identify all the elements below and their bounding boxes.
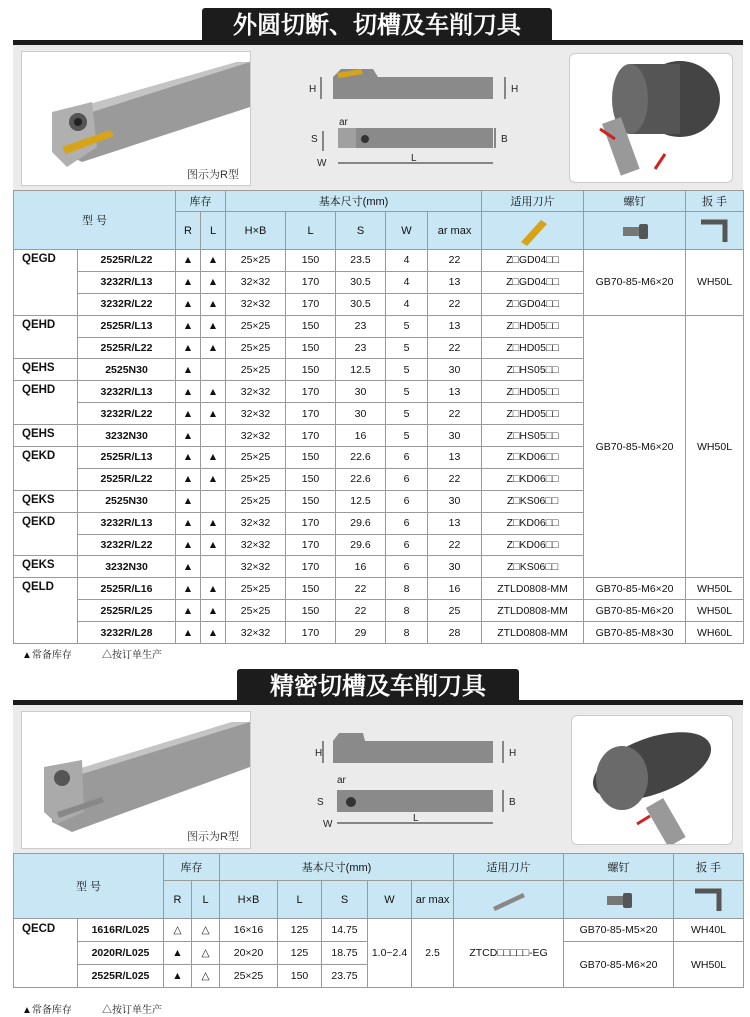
insert-code: Z□GD04□□ bbox=[482, 271, 584, 293]
dim-s-value: 16 bbox=[336, 425, 386, 447]
model-series: QEHS bbox=[14, 359, 78, 381]
dim-s-value: 29 bbox=[336, 622, 386, 644]
table-row bbox=[14, 622, 744, 644]
dim2-s: S bbox=[317, 797, 324, 808]
stock-l bbox=[201, 490, 226, 512]
dim-s-value: 12.5 bbox=[336, 490, 386, 512]
dim-w-value: 8 bbox=[386, 600, 428, 622]
stock-r: ▲ bbox=[164, 965, 192, 988]
dim2-w: W bbox=[323, 819, 333, 830]
insert-code: Z□GD04□□ bbox=[482, 250, 584, 272]
length: 150 bbox=[286, 468, 336, 490]
header2-model: 型 号 bbox=[14, 854, 164, 919]
tool-photo-2 bbox=[21, 711, 251, 849]
armax-value: 22 bbox=[428, 534, 482, 556]
dim-w-value: 8 bbox=[386, 622, 428, 644]
machining-photo-2 bbox=[571, 715, 733, 845]
section2-diagram-area bbox=[13, 705, 743, 853]
wrench-thumbnail-2 bbox=[674, 881, 744, 919]
header2-wrench: 扳 手 bbox=[674, 854, 744, 881]
screw-icon-2 bbox=[599, 885, 639, 915]
header-armax: ar max bbox=[428, 212, 482, 250]
dim-w-value: 4 bbox=[386, 250, 428, 272]
model-series: QEHS bbox=[14, 425, 78, 447]
insert-thumbnail-2 bbox=[454, 881, 564, 919]
size-hxb: 32×32 bbox=[226, 622, 286, 644]
dimension-drawing bbox=[283, 51, 543, 186]
length: 170 bbox=[286, 622, 336, 644]
stock-l: △ bbox=[192, 942, 220, 965]
dim-h-right: H bbox=[511, 84, 519, 95]
armax-value: 16 bbox=[428, 578, 482, 600]
dim-s-value: 23.5 bbox=[336, 250, 386, 272]
length: 150 bbox=[286, 490, 336, 512]
model-code: 3232R/L22 bbox=[78, 293, 176, 315]
size-hxb: 20×20 bbox=[220, 942, 278, 965]
section2-note-stock: ▲常备库存 bbox=[22, 1005, 72, 1016]
stock-r: ▲ bbox=[176, 622, 201, 644]
screw-spec: GB70-85-M6×20 bbox=[584, 578, 686, 600]
dim-s-value: 23 bbox=[336, 315, 386, 337]
dim-w-value: 6 bbox=[386, 534, 428, 556]
header2-length: L bbox=[278, 881, 322, 919]
armax-value: 30 bbox=[428, 490, 482, 512]
dim-ar: ar bbox=[339, 117, 348, 128]
length: 150 bbox=[286, 250, 336, 272]
model-code: 2525R/L25 bbox=[78, 600, 176, 622]
size-hxb: 25×25 bbox=[226, 447, 286, 469]
stock-l: ▲ bbox=[201, 403, 226, 425]
stock-r: ▲ bbox=[176, 250, 201, 272]
stock-l: ▲ bbox=[201, 534, 226, 556]
armax-value: 2.5 bbox=[412, 919, 454, 988]
dim-s-value: 18.75 bbox=[322, 942, 368, 965]
model-code: 3232R/L28 bbox=[78, 622, 176, 644]
stock-l: ▲ bbox=[201, 468, 226, 490]
stock-r: ▲ bbox=[176, 468, 201, 490]
header-basic-dimensions: 基本尺寸(mm) bbox=[226, 191, 482, 212]
length: 170 bbox=[286, 556, 336, 578]
dim-s-value: 29.6 bbox=[336, 512, 386, 534]
dim-s-value: 30.5 bbox=[336, 293, 386, 315]
header2-armax: ar max bbox=[412, 881, 454, 919]
table-row bbox=[14, 578, 744, 600]
header-stock: 库存 bbox=[176, 191, 226, 212]
size-hxb: 32×32 bbox=[226, 403, 286, 425]
stock-l: ▲ bbox=[201, 250, 226, 272]
dim2-l: L bbox=[413, 813, 419, 824]
dimension-drawing-2 bbox=[303, 715, 543, 845]
length: 170 bbox=[286, 381, 336, 403]
machining-graphic bbox=[570, 54, 732, 182]
tool-photo bbox=[21, 51, 251, 186]
length: 170 bbox=[286, 512, 336, 534]
size-hxb: 25×25 bbox=[226, 315, 286, 337]
stock-l: ▲ bbox=[201, 337, 226, 359]
dim2-h-left: H bbox=[315, 748, 323, 759]
screw-spec: GB70-85-M6×20 bbox=[584, 250, 686, 316]
stock-r: ▲ bbox=[176, 381, 201, 403]
header2-s: S bbox=[322, 881, 368, 919]
wrench-spec: WH50L bbox=[686, 315, 744, 578]
dim-s-value: 16 bbox=[336, 556, 386, 578]
header2-hxb: H×B bbox=[220, 881, 278, 919]
dim-w-value: 5 bbox=[386, 359, 428, 381]
insert-code: Z□HS05□□ bbox=[482, 359, 584, 381]
model-series: QECD bbox=[14, 919, 78, 988]
model-series: QEHD bbox=[14, 315, 78, 359]
armax-value: 30 bbox=[428, 359, 482, 381]
header-model: 型 号 bbox=[14, 191, 176, 250]
model-code: 2525N30 bbox=[78, 490, 176, 512]
length: 150 bbox=[286, 337, 336, 359]
armax-value: 13 bbox=[428, 271, 482, 293]
header2-l: L bbox=[192, 881, 220, 919]
insert-code: Z□GD04□□ bbox=[482, 293, 584, 315]
wrench-icon bbox=[695, 216, 735, 246]
insert-code: Z□KS06□□ bbox=[482, 556, 584, 578]
screw-thumbnail bbox=[584, 212, 686, 250]
size-hxb: 25×25 bbox=[226, 490, 286, 512]
dim-s: S bbox=[311, 134, 318, 145]
dim-w-value: 6 bbox=[386, 490, 428, 512]
length: 150 bbox=[278, 965, 322, 988]
size-hxb: 25×25 bbox=[226, 250, 286, 272]
length: 150 bbox=[286, 578, 336, 600]
insert-code: Z□HD05□□ bbox=[482, 381, 584, 403]
size-hxb: 32×32 bbox=[226, 512, 286, 534]
stock-l: ▲ bbox=[201, 512, 226, 534]
section2-note-order: △按订单生产 bbox=[102, 1005, 162, 1016]
stock-l: ▲ bbox=[201, 600, 226, 622]
length: 170 bbox=[286, 271, 336, 293]
size-hxb: 25×25 bbox=[226, 600, 286, 622]
dim-s-value: 14.75 bbox=[322, 919, 368, 942]
dim-w-value: 4 bbox=[386, 271, 428, 293]
dim-w-value: 6 bbox=[386, 512, 428, 534]
stock-r: ▲ bbox=[176, 315, 201, 337]
model-code: 2525R/L22 bbox=[78, 337, 176, 359]
model-code: 3232R/L13 bbox=[78, 381, 176, 403]
wrench-spec: WH50L bbox=[686, 250, 744, 316]
model-code: 2525N30 bbox=[78, 359, 176, 381]
armax-value: 13 bbox=[428, 315, 482, 337]
insert-code: Z□HD05□□ bbox=[482, 403, 584, 425]
section1-spec-table bbox=[13, 190, 744, 644]
diagram-caption-2: 图示为R型 bbox=[187, 831, 239, 843]
model-code: 2020R/L025 bbox=[78, 942, 164, 965]
stock-r: ▲ bbox=[176, 271, 201, 293]
section1-title: 外圆切断、切槽及车削刀具 bbox=[202, 8, 552, 42]
wrench-spec: WH40L bbox=[674, 919, 744, 942]
dim-w-value: 6 bbox=[386, 447, 428, 469]
dim-h-left: H bbox=[309, 84, 317, 95]
dim-w-value: 6 bbox=[386, 556, 428, 578]
stock-r: ▲ bbox=[176, 403, 201, 425]
model-code: 2525R/L22 bbox=[78, 250, 176, 272]
screw-spec: GB70-85-M6×20 bbox=[584, 315, 686, 578]
dim-w-value: 5 bbox=[386, 337, 428, 359]
insert-icon-2 bbox=[487, 885, 531, 915]
stock-l: △ bbox=[192, 919, 220, 942]
section2-spec-table bbox=[13, 853, 744, 988]
dim-s-value: 30.5 bbox=[336, 271, 386, 293]
wrench-spec: WH50L bbox=[686, 578, 744, 600]
stock-r: ▲ bbox=[176, 600, 201, 622]
header-wrench: 扳 手 bbox=[686, 191, 744, 212]
dim2-h-right: H bbox=[509, 748, 517, 759]
dim-s-value: 30 bbox=[336, 403, 386, 425]
insert-code: Z□KD06□□ bbox=[482, 468, 584, 490]
section1-diagram-area bbox=[13, 45, 743, 190]
length: 170 bbox=[286, 293, 336, 315]
wrench-thumbnail bbox=[686, 212, 744, 250]
stock-r: ▲ bbox=[176, 337, 201, 359]
size-hxb: 16×16 bbox=[220, 919, 278, 942]
model-series: QEKD bbox=[14, 512, 78, 556]
header-length: L bbox=[286, 212, 336, 250]
screw-spec: GB70-85-M6×20 bbox=[564, 942, 674, 988]
stock-l: ▲ bbox=[201, 447, 226, 469]
stock-l: ▲ bbox=[201, 293, 226, 315]
insert-code: Z□KD06□□ bbox=[482, 447, 584, 469]
dim-w-value: 5 bbox=[386, 315, 428, 337]
size-hxb: 32×32 bbox=[226, 293, 286, 315]
model-series: QELD bbox=[14, 578, 78, 644]
dim-s-value: 22 bbox=[336, 600, 386, 622]
stock-l bbox=[201, 556, 226, 578]
screw-spec: GB70-85-M5×20 bbox=[564, 919, 674, 942]
model-series: QEKD bbox=[14, 447, 78, 491]
diagram-caption: 图示为R型 bbox=[187, 169, 239, 181]
armax-value: 13 bbox=[428, 512, 482, 534]
model-code: 1616R/L025 bbox=[78, 919, 164, 942]
length: 125 bbox=[278, 942, 322, 965]
model-code: 3232R/L22 bbox=[78, 403, 176, 425]
wrench-spec: WH60L bbox=[686, 622, 744, 644]
model-code: 3232R/L22 bbox=[78, 534, 176, 556]
stock-r: ▲ bbox=[176, 293, 201, 315]
stock-r: ▲ bbox=[176, 447, 201, 469]
model-code: 2525R/L025 bbox=[78, 965, 164, 988]
section1-note-stock: ▲常备库存 bbox=[22, 650, 72, 661]
size-hxb: 32×32 bbox=[226, 534, 286, 556]
dim-s-value: 23.75 bbox=[322, 965, 368, 988]
header2-r: R bbox=[164, 881, 192, 919]
size-hxb: 25×25 bbox=[226, 337, 286, 359]
wrench-spec: WH50L bbox=[686, 600, 744, 622]
armax-value: 25 bbox=[428, 600, 482, 622]
model-code: 3232N30 bbox=[78, 425, 176, 447]
length: 170 bbox=[286, 425, 336, 447]
model-code: 3232R/L13 bbox=[78, 271, 176, 293]
length: 125 bbox=[278, 919, 322, 942]
armax-value: 22 bbox=[428, 337, 482, 359]
size-hxb: 32×32 bbox=[226, 271, 286, 293]
dim2-b: B bbox=[509, 797, 516, 808]
header-insert: 适用刀片 bbox=[482, 191, 584, 212]
size-hxb: 25×25 bbox=[220, 965, 278, 988]
dim-l: L bbox=[411, 153, 417, 164]
armax-value: 22 bbox=[428, 293, 482, 315]
insert-code: Z□HS05□□ bbox=[482, 425, 584, 447]
dim-s-value: 12.5 bbox=[336, 359, 386, 381]
header2-w: W bbox=[368, 881, 412, 919]
model-series: QEKS bbox=[14, 490, 78, 512]
length: 150 bbox=[286, 600, 336, 622]
length: 150 bbox=[286, 315, 336, 337]
section1-note-order: △按订单生产 bbox=[102, 650, 162, 661]
insert-code: Z□HD05□□ bbox=[482, 315, 584, 337]
stock-r: ▲ bbox=[164, 942, 192, 965]
header-hxb: H×B bbox=[226, 212, 286, 250]
model-series: QEKS bbox=[14, 556, 78, 578]
stock-l: ▲ bbox=[201, 381, 226, 403]
armax-value: 22 bbox=[428, 403, 482, 425]
length: 170 bbox=[286, 403, 336, 425]
stock-r: ▲ bbox=[176, 359, 201, 381]
stock-l bbox=[201, 425, 226, 447]
insert-code: ZTLD0808-MM bbox=[482, 622, 584, 644]
insert-code: Z□HD05□□ bbox=[482, 337, 584, 359]
table-row bbox=[14, 250, 744, 272]
insert-icon bbox=[513, 216, 553, 246]
insert-code: Z□KD06□□ bbox=[482, 534, 584, 556]
header2-basic-dimensions: 基本尺寸(mm) bbox=[220, 854, 454, 881]
header-l: L bbox=[201, 212, 226, 250]
model-series: QEGD bbox=[14, 250, 78, 316]
dim-b: B bbox=[501, 134, 508, 145]
insert-thumbnail bbox=[482, 212, 584, 250]
table-row bbox=[14, 919, 744, 942]
stock-l bbox=[201, 359, 226, 381]
stock-r: ▲ bbox=[176, 512, 201, 534]
dim-w-value: 4 bbox=[386, 293, 428, 315]
insert-code: ZTCD□□□□□-EG bbox=[454, 919, 564, 988]
wrench-spec: WH50L bbox=[674, 942, 744, 988]
stock-r: ▲ bbox=[176, 490, 201, 512]
stock-l: ▲ bbox=[201, 271, 226, 293]
dim-w-value: 5 bbox=[386, 425, 428, 447]
stock-r: ▲ bbox=[176, 556, 201, 578]
header-w: W bbox=[386, 212, 428, 250]
header-r: R bbox=[176, 212, 201, 250]
header2-stock: 库存 bbox=[164, 854, 220, 881]
size-hxb: 25×25 bbox=[226, 468, 286, 490]
size-hxb: 32×32 bbox=[226, 425, 286, 447]
machining-photo bbox=[569, 53, 733, 183]
screw-icon bbox=[615, 216, 655, 246]
machining-graphic-2 bbox=[572, 716, 732, 844]
armax-value: 13 bbox=[428, 447, 482, 469]
armax-value: 28 bbox=[428, 622, 482, 644]
screw-spec: GB70-85-M8×30 bbox=[584, 622, 686, 644]
dim-s-value: 29.6 bbox=[336, 534, 386, 556]
dim-w-value: 1.0~2.4 bbox=[368, 919, 412, 988]
armax-value: 30 bbox=[428, 425, 482, 447]
screw-spec: GB70-85-M6×20 bbox=[584, 600, 686, 622]
armax-value: 30 bbox=[428, 556, 482, 578]
length: 150 bbox=[286, 359, 336, 381]
dim-w-value: 5 bbox=[386, 381, 428, 403]
section2-title: 精密切槽及车削刀具 bbox=[237, 669, 519, 703]
header2-insert: 适用刀片 bbox=[454, 854, 564, 881]
stock-l: △ bbox=[192, 965, 220, 988]
insert-code: Z□KD06□□ bbox=[482, 512, 584, 534]
dim-w: W bbox=[317, 158, 327, 169]
model-code: 2525R/L16 bbox=[78, 578, 176, 600]
armax-value: 22 bbox=[428, 250, 482, 272]
dim2-ar: ar bbox=[337, 775, 346, 786]
model-code: 3232N30 bbox=[78, 556, 176, 578]
dim-s-value: 30 bbox=[336, 381, 386, 403]
armax-value: 13 bbox=[428, 381, 482, 403]
dim-s-value: 23 bbox=[336, 337, 386, 359]
header2-screw: 螺钉 bbox=[564, 854, 674, 881]
size-hxb: 25×25 bbox=[226, 359, 286, 381]
table-row bbox=[14, 315, 744, 337]
insert-code: ZTLD0808-MM bbox=[482, 600, 584, 622]
length: 150 bbox=[286, 447, 336, 469]
stock-r: ▲ bbox=[176, 578, 201, 600]
insert-code: ZTLD0808-MM bbox=[482, 578, 584, 600]
dim-w-value: 6 bbox=[386, 468, 428, 490]
stock-l: ▲ bbox=[201, 315, 226, 337]
header-s: S bbox=[336, 212, 386, 250]
size-hxb: 25×25 bbox=[226, 578, 286, 600]
dim-s-value: 22 bbox=[336, 578, 386, 600]
size-hxb: 32×32 bbox=[226, 381, 286, 403]
stock-r: △ bbox=[164, 919, 192, 942]
model-series: QEHD bbox=[14, 381, 78, 425]
dim-w-value: 8 bbox=[386, 578, 428, 600]
screw-thumbnail-2 bbox=[564, 881, 674, 919]
header-screw: 螺钉 bbox=[584, 191, 686, 212]
model-code: 2525R/L22 bbox=[78, 468, 176, 490]
stock-l: ▲ bbox=[201, 578, 226, 600]
table-row bbox=[14, 600, 744, 622]
stock-r: ▲ bbox=[176, 534, 201, 556]
model-code: 2525R/L13 bbox=[78, 447, 176, 469]
wrench-icon-2 bbox=[689, 885, 729, 915]
dim-s-value: 22.6 bbox=[336, 447, 386, 469]
model-code: 3232R/L13 bbox=[78, 512, 176, 534]
dim-s-value: 22.6 bbox=[336, 468, 386, 490]
size-hxb: 32×32 bbox=[226, 556, 286, 578]
stock-l: ▲ bbox=[201, 622, 226, 644]
model-code: 2525R/L13 bbox=[78, 315, 176, 337]
armax-value: 22 bbox=[428, 468, 482, 490]
stock-r: ▲ bbox=[176, 425, 201, 447]
length: 170 bbox=[286, 534, 336, 556]
insert-code: Z□KS06□□ bbox=[482, 490, 584, 512]
dim-w-value: 5 bbox=[386, 403, 428, 425]
